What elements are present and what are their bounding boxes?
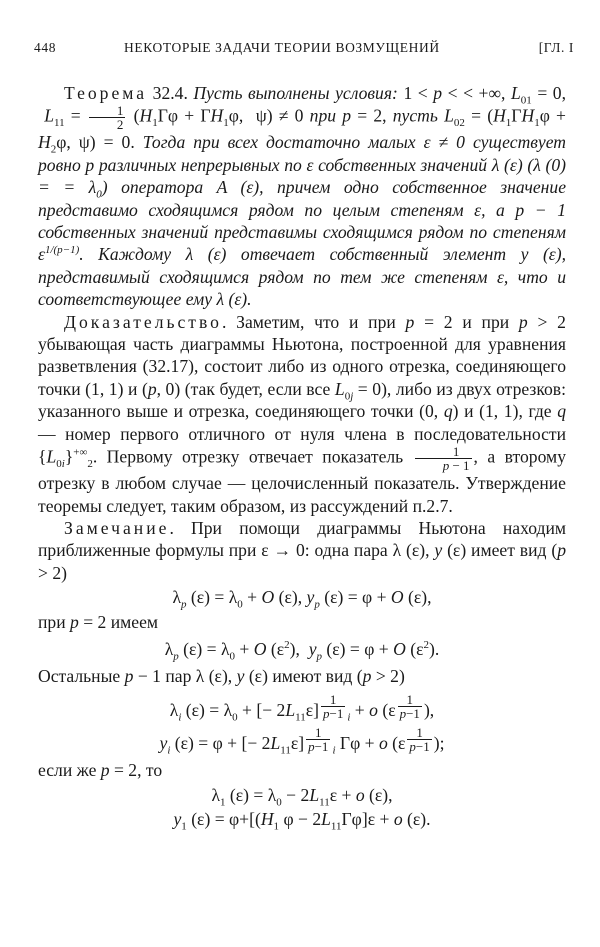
formula-line: $y_i$ (ε) = φ + [− $2L_{11}\varepsilon$] $^{\frac{1}{p-1}}$ $_i$ Γφ + o (ε $^{\frac{1}{p-1}}$ );	[159, 725, 445, 757]
text-line: Остальные p − 1 пар λ (ε), y (ε) имеют вид (p > 2)	[38, 666, 405, 687]
formula-line: $\lambda_i$ $(\varepsilon) = \lambda_0$ + [− $2L_{11}\varepsilon$] $^{\frac{1}{p-1}}$ $_i$ + o (ε $^{\frac{1}{p-1}}$ ),	[169, 691, 435, 724]
proof-paragraph: Доказательство. Заметим, что и при p = 2 и при p > 2 убывающая часть диаграммы Ньютона, построенной для уравнения разветвления (32.17), состоит либо из одного отрезка, соединяющего точки (1, 1) и (p, 0) (так будет, если все $L_{0j} = 0$), либо из двух отрезков: указанного выше и отрезка, соединяющего точки (0, q) и (1, 1), где q — номер первого отличного от нуля члена в последовательности $\{L_{0i}\}^{+\infty}_2$. Первому отрезку отвечает показатель $\frac{1}{p - 1}$ , а второму отрезку в любом случае — целочисленный показатель. Утверждение теоремы следует, таким образом, из рассуждений п.2.7.	[38, 311, 566, 516]
formula-line: $\lambda_p$ $(\varepsilon) = \lambda_0 + O$ (ε), $y_p$ (ε) = φ + O (ε),	[172, 587, 432, 611]
text-line: если же p = 2, то	[38, 760, 163, 781]
text-line: при p = 2 имеем	[38, 611, 159, 632]
formula-line: $y_1$ $(\varepsilon) = \varphi+[(H_1$ $\varphi - 2L_{11}\Gamma\varphi]\varepsilon + o$ (ε).	[173, 809, 431, 833]
running-title: НЕКОТОРЫЕ ЗАДАЧИ ТЕОРИИ ВОЗМУЩЕНИЙ	[124, 40, 440, 55]
page-number: 448	[34, 40, 57, 55]
page-body	[38, 82, 566, 833]
theorem-paragraph: Теорема 32.4. Пусть выполнены условия: 1 < p < < +∞, $L_{01} = 0$, $L_{11}$ = $\frac{1}{2}$ ($H_1\Gamma\varphi + \Gamma H_1\varphi$, ψ) ≠ 0 при p = 2, пусть $L_{02} = (H_1\Gamma H_1\varphi + H_2\varphi$, ψ) = 0. Тогда при всех достаточно малых ε ≠ 0 существует ровно p различных непрерывных по ε собственных значений λ (ε) (λ (0) = = $\lambda_0$) оператора A (ε), причем одно собственное значение представимо сходящимся рядом по целым степеням ε, а p − 1 собственных значений представимы сходящимся рядом по степеням $\varepsilon^{1/(p-1)}$. Каждому λ (ε) отвечает собственный элемент y (ε), представимый сходящимся рядом по тем же степеням ε, что и соответствующее ему λ (ε).	[38, 83, 567, 310]
formula-line: $\lambda_p$ $(\varepsilon) = \lambda_0 + O$ $(\varepsilon^2)$, $y_p$ (ε) = φ + O $(\varepsilon^2)$.	[164, 638, 440, 663]
formula-line: $\lambda_1$ $(\varepsilon) = \lambda_0 - 2L_{11}\varepsilon + o$ (ε),	[211, 784, 393, 809]
remark-paragraph: Замечание. При помощи диаграммы Ньютона находим приближенные формулы при ε → 0: одна пара λ (ε), y (ε) имеет вид (p > 2)	[38, 517, 566, 583]
chapter-marker: [ГЛ. I	[538, 40, 574, 55]
